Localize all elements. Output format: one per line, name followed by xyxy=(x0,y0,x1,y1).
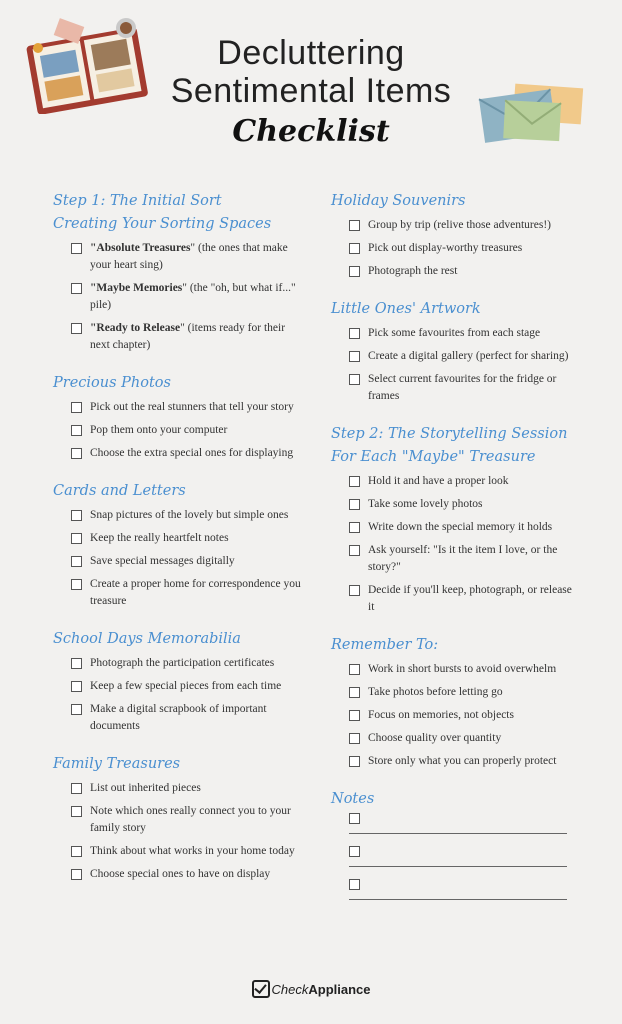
checklist-item[interactable] xyxy=(349,542,581,576)
brand-part-1: Check xyxy=(271,982,309,997)
checklist-item[interactable] xyxy=(71,553,303,570)
checklist-item-label xyxy=(90,422,227,439)
item-text: Choose quality over quantity xyxy=(368,732,502,744)
item-text: Ask yourself: "Is it the item I love, or the story?" xyxy=(368,544,558,573)
brand-part-2: Appliance xyxy=(308,982,371,997)
item-text: Work in short bursts to avoid overwhelm xyxy=(368,663,557,675)
page-subtitle: Checklist xyxy=(232,114,390,149)
checklist-item-label xyxy=(368,707,514,724)
section-heading: Step 2: The Storytelling Session xyxy=(331,426,568,442)
checklist-item[interactable] xyxy=(349,519,581,536)
item-text: Create a proper home for correspondence you treasure xyxy=(90,578,301,607)
checklist-item[interactable] xyxy=(349,348,581,365)
checkbox-icon[interactable] xyxy=(349,585,360,596)
checklist-item-label xyxy=(90,866,270,883)
checklist-item[interactable] xyxy=(349,240,581,257)
checkbox-icon[interactable] xyxy=(349,476,360,487)
section-heading: Family Treasures xyxy=(53,756,181,772)
checklist-item-label xyxy=(90,530,229,547)
item-text: List out inherited pieces xyxy=(90,782,201,794)
item-text: Take photos before letting go xyxy=(368,686,503,698)
section-heading: For Each "Maybe" Treasure xyxy=(331,449,536,465)
checkbox-icon[interactable] xyxy=(71,704,82,715)
checklist-item[interactable] xyxy=(71,803,303,837)
checklist-item-label xyxy=(368,496,483,513)
checkbox-icon[interactable] xyxy=(349,846,360,857)
section-family-treasures xyxy=(53,753,303,883)
page-title xyxy=(0,34,622,110)
checkbox-icon[interactable] xyxy=(349,522,360,533)
item-bold-text: "Absolute Treasures xyxy=(90,242,191,254)
checklist-item[interactable] xyxy=(71,280,303,314)
checkbox-icon[interactable] xyxy=(349,687,360,698)
checklist-item-label xyxy=(368,217,551,234)
item-text: Pick some favourites from each stage xyxy=(368,327,541,339)
checklist-item-label xyxy=(368,371,581,405)
notes-line[interactable] xyxy=(349,877,567,900)
checklist-item[interactable] xyxy=(349,263,581,280)
checklist-item-label xyxy=(90,399,294,416)
item-text: Photograph the participation certificates xyxy=(90,657,275,669)
checklist-item[interactable] xyxy=(71,507,303,524)
checkbox-icon[interactable] xyxy=(349,733,360,744)
title-line-1: Decluttering xyxy=(217,34,405,72)
checklist-item[interactable] xyxy=(71,399,303,416)
checkbox-icon[interactable] xyxy=(71,425,82,436)
checkbox-icon[interactable] xyxy=(71,510,82,521)
checkbox-icon[interactable] xyxy=(71,533,82,544)
checkbox-logo-icon xyxy=(252,980,270,998)
item-text: " (items ready for their next chapter) xyxy=(90,322,286,351)
checkbox-icon[interactable] xyxy=(349,545,360,556)
item-text: Make a digital scrapbook of important documents xyxy=(90,703,267,732)
item-bold-text: "Maybe Memories xyxy=(90,282,183,294)
item-text: Think about what works in your home today xyxy=(90,845,295,857)
right-column xyxy=(331,190,581,918)
item-text: Pick out the real stunners that tell your story xyxy=(90,401,294,413)
checkbox-icon[interactable] xyxy=(71,846,82,857)
item-text: Focus on memories, not objects xyxy=(368,709,514,721)
item-text: Pick out display-worthy treasures xyxy=(368,242,523,254)
checklist-item[interactable] xyxy=(349,582,581,616)
checklist-item-label xyxy=(368,519,552,536)
item-text: Take some lovely photos xyxy=(368,498,483,510)
checklist-item[interactable] xyxy=(71,701,303,735)
checklist-item[interactable] xyxy=(349,753,581,770)
section-heading: Little Ones' Artwork xyxy=(331,301,481,317)
checkbox-icon[interactable] xyxy=(71,243,82,254)
checklist-item-label xyxy=(368,263,457,280)
item-text: Pop them onto your computer xyxy=(90,424,228,436)
section-heading: Remember To: xyxy=(331,637,439,653)
footer-logo xyxy=(0,980,622,998)
checklist-item[interactable] xyxy=(71,240,303,274)
checklist-item-label xyxy=(90,678,281,695)
checklist-item[interactable] xyxy=(349,496,581,513)
checkbox-icon[interactable] xyxy=(71,323,82,334)
checkbox-icon[interactable] xyxy=(71,579,82,590)
checkbox-icon[interactable] xyxy=(71,869,82,880)
checklist-item[interactable] xyxy=(71,843,303,860)
checklist-item-label xyxy=(368,325,540,342)
checklist-item[interactable] xyxy=(349,707,581,724)
item-text: Snap pictures of the lovely but simple ones xyxy=(90,509,289,521)
checklist-item-label xyxy=(90,655,274,672)
checklist-item-label xyxy=(90,280,303,314)
checklist-item-label xyxy=(368,730,501,747)
item-text: Hold it and have a proper look xyxy=(368,475,509,487)
checklist-item-label xyxy=(368,582,581,616)
section-heading: Precious Photos xyxy=(53,375,171,391)
item-text: Write down the special memory it holds xyxy=(368,521,553,533)
checkbox-icon[interactable] xyxy=(71,402,82,413)
item-text: Decide if you'll keep, photograph, or release it xyxy=(368,584,572,613)
checklist-item-label xyxy=(368,240,522,257)
checkbox-icon[interactable] xyxy=(349,664,360,675)
section-heading: Step 1: The Initial Sort xyxy=(53,193,222,209)
checklist-item-label xyxy=(90,576,303,610)
checklist-item[interactable] xyxy=(349,730,581,747)
item-text: " (the "oh, but what if..." pile) xyxy=(90,282,296,311)
checklist-item-label xyxy=(368,473,509,490)
section-school-days-memorabilia xyxy=(53,628,303,735)
checkbox-icon[interactable] xyxy=(349,328,360,339)
item-text: Note which ones really connect you to your family story xyxy=(90,805,291,834)
item-text: Choose special ones to have on display xyxy=(90,868,271,880)
checklist-item[interactable] xyxy=(71,576,303,610)
item-text: Create a digital gallery (perfect for sharing) xyxy=(368,350,569,362)
checkbox-icon[interactable] xyxy=(349,374,360,385)
section-holiday-souvenirs xyxy=(331,190,581,280)
checklist-item-label xyxy=(90,445,293,462)
checklist-item[interactable] xyxy=(71,445,303,462)
checkbox-icon[interactable] xyxy=(71,681,82,692)
checklist-item-label xyxy=(90,553,235,570)
checklist-item-label xyxy=(90,803,303,837)
checklist-item[interactable] xyxy=(349,325,581,342)
checkbox-icon[interactable] xyxy=(71,556,82,567)
checklist-item[interactable] xyxy=(71,530,303,547)
checklist-item-label xyxy=(90,507,288,524)
item-text: Store only what you can properly protect xyxy=(368,755,557,767)
checklist-item-label xyxy=(90,320,303,354)
section-notes xyxy=(331,788,581,900)
section-heading: Cards and Letters xyxy=(53,483,186,499)
checklist-item[interactable] xyxy=(349,371,581,405)
checkbox-icon[interactable] xyxy=(349,243,360,254)
checkbox-icon[interactable] xyxy=(71,283,82,294)
checkbox-icon[interactable] xyxy=(71,806,82,817)
item-text: " (the ones that make your heart sing) xyxy=(90,242,288,271)
checkbox-icon[interactable] xyxy=(349,710,360,721)
section-heading: School Days Memorabilia xyxy=(53,631,241,647)
checklist-item-label xyxy=(90,240,303,274)
checklist-item[interactable] xyxy=(349,661,581,678)
checkbox-icon[interactable] xyxy=(349,220,360,231)
item-text: Select current favourites for the fridge or frames xyxy=(368,373,557,402)
checkbox-icon[interactable] xyxy=(349,879,360,890)
checkbox-icon[interactable] xyxy=(349,499,360,510)
item-text: Group by trip (relive those adventures!) xyxy=(368,219,551,231)
item-bold-text: "Ready to Release xyxy=(90,322,181,334)
checklist-item[interactable] xyxy=(349,217,581,234)
checkbox-icon[interactable] xyxy=(71,658,82,669)
checklist-item-label xyxy=(368,684,503,701)
section-cards-and-letters xyxy=(53,480,303,610)
checkbox-icon[interactable] xyxy=(349,813,360,824)
checklist-item-label xyxy=(90,780,201,797)
section-heading: Holiday Souvenirs xyxy=(331,193,466,209)
checklist-item[interactable] xyxy=(71,655,303,672)
checklist-item[interactable] xyxy=(71,678,303,695)
notes-line[interactable] xyxy=(349,811,567,834)
checklist-item[interactable] xyxy=(71,780,303,797)
item-text: Photograph the rest xyxy=(368,265,458,277)
checkbox-icon[interactable] xyxy=(349,266,360,277)
checklist-item[interactable] xyxy=(71,422,303,439)
section-remember-to xyxy=(331,634,581,770)
checklist-item[interactable] xyxy=(71,866,303,883)
section-for-each-maybe-treasure xyxy=(331,423,581,616)
item-text: Keep a few special pieces from each time xyxy=(90,680,282,692)
checklist-item-label xyxy=(368,348,569,365)
checklist-item[interactable] xyxy=(349,684,581,701)
item-text: Save special messages digitally xyxy=(90,555,235,567)
notes-heading: Notes xyxy=(331,791,375,807)
checklist-item-label xyxy=(368,661,556,678)
checklist-item[interactable] xyxy=(349,473,581,490)
section-precious-photos xyxy=(53,372,303,462)
section-creating-your-sorting-spaces xyxy=(53,190,303,354)
checklist-item-label xyxy=(368,753,556,770)
checklist-item[interactable] xyxy=(71,320,303,354)
checklist-item-label xyxy=(368,542,581,576)
checklist-item-label xyxy=(90,701,303,735)
item-text: Keep the really heartfelt notes xyxy=(90,532,229,544)
title-line-2: Sentimental Items xyxy=(170,72,452,110)
checkbox-icon[interactable] xyxy=(71,448,82,459)
left-column xyxy=(53,190,303,901)
checkbox-icon[interactable] xyxy=(349,756,360,767)
notes-line[interactable] xyxy=(349,844,567,867)
checkbox-icon[interactable] xyxy=(71,783,82,794)
item-text: Choose the extra special ones for displaying xyxy=(90,447,294,459)
section-heading: Creating Your Sorting Spaces xyxy=(53,216,272,232)
checklist-item-label xyxy=(90,843,295,860)
checkbox-icon[interactable] xyxy=(349,351,360,362)
section-little-ones-artwork xyxy=(331,298,581,405)
